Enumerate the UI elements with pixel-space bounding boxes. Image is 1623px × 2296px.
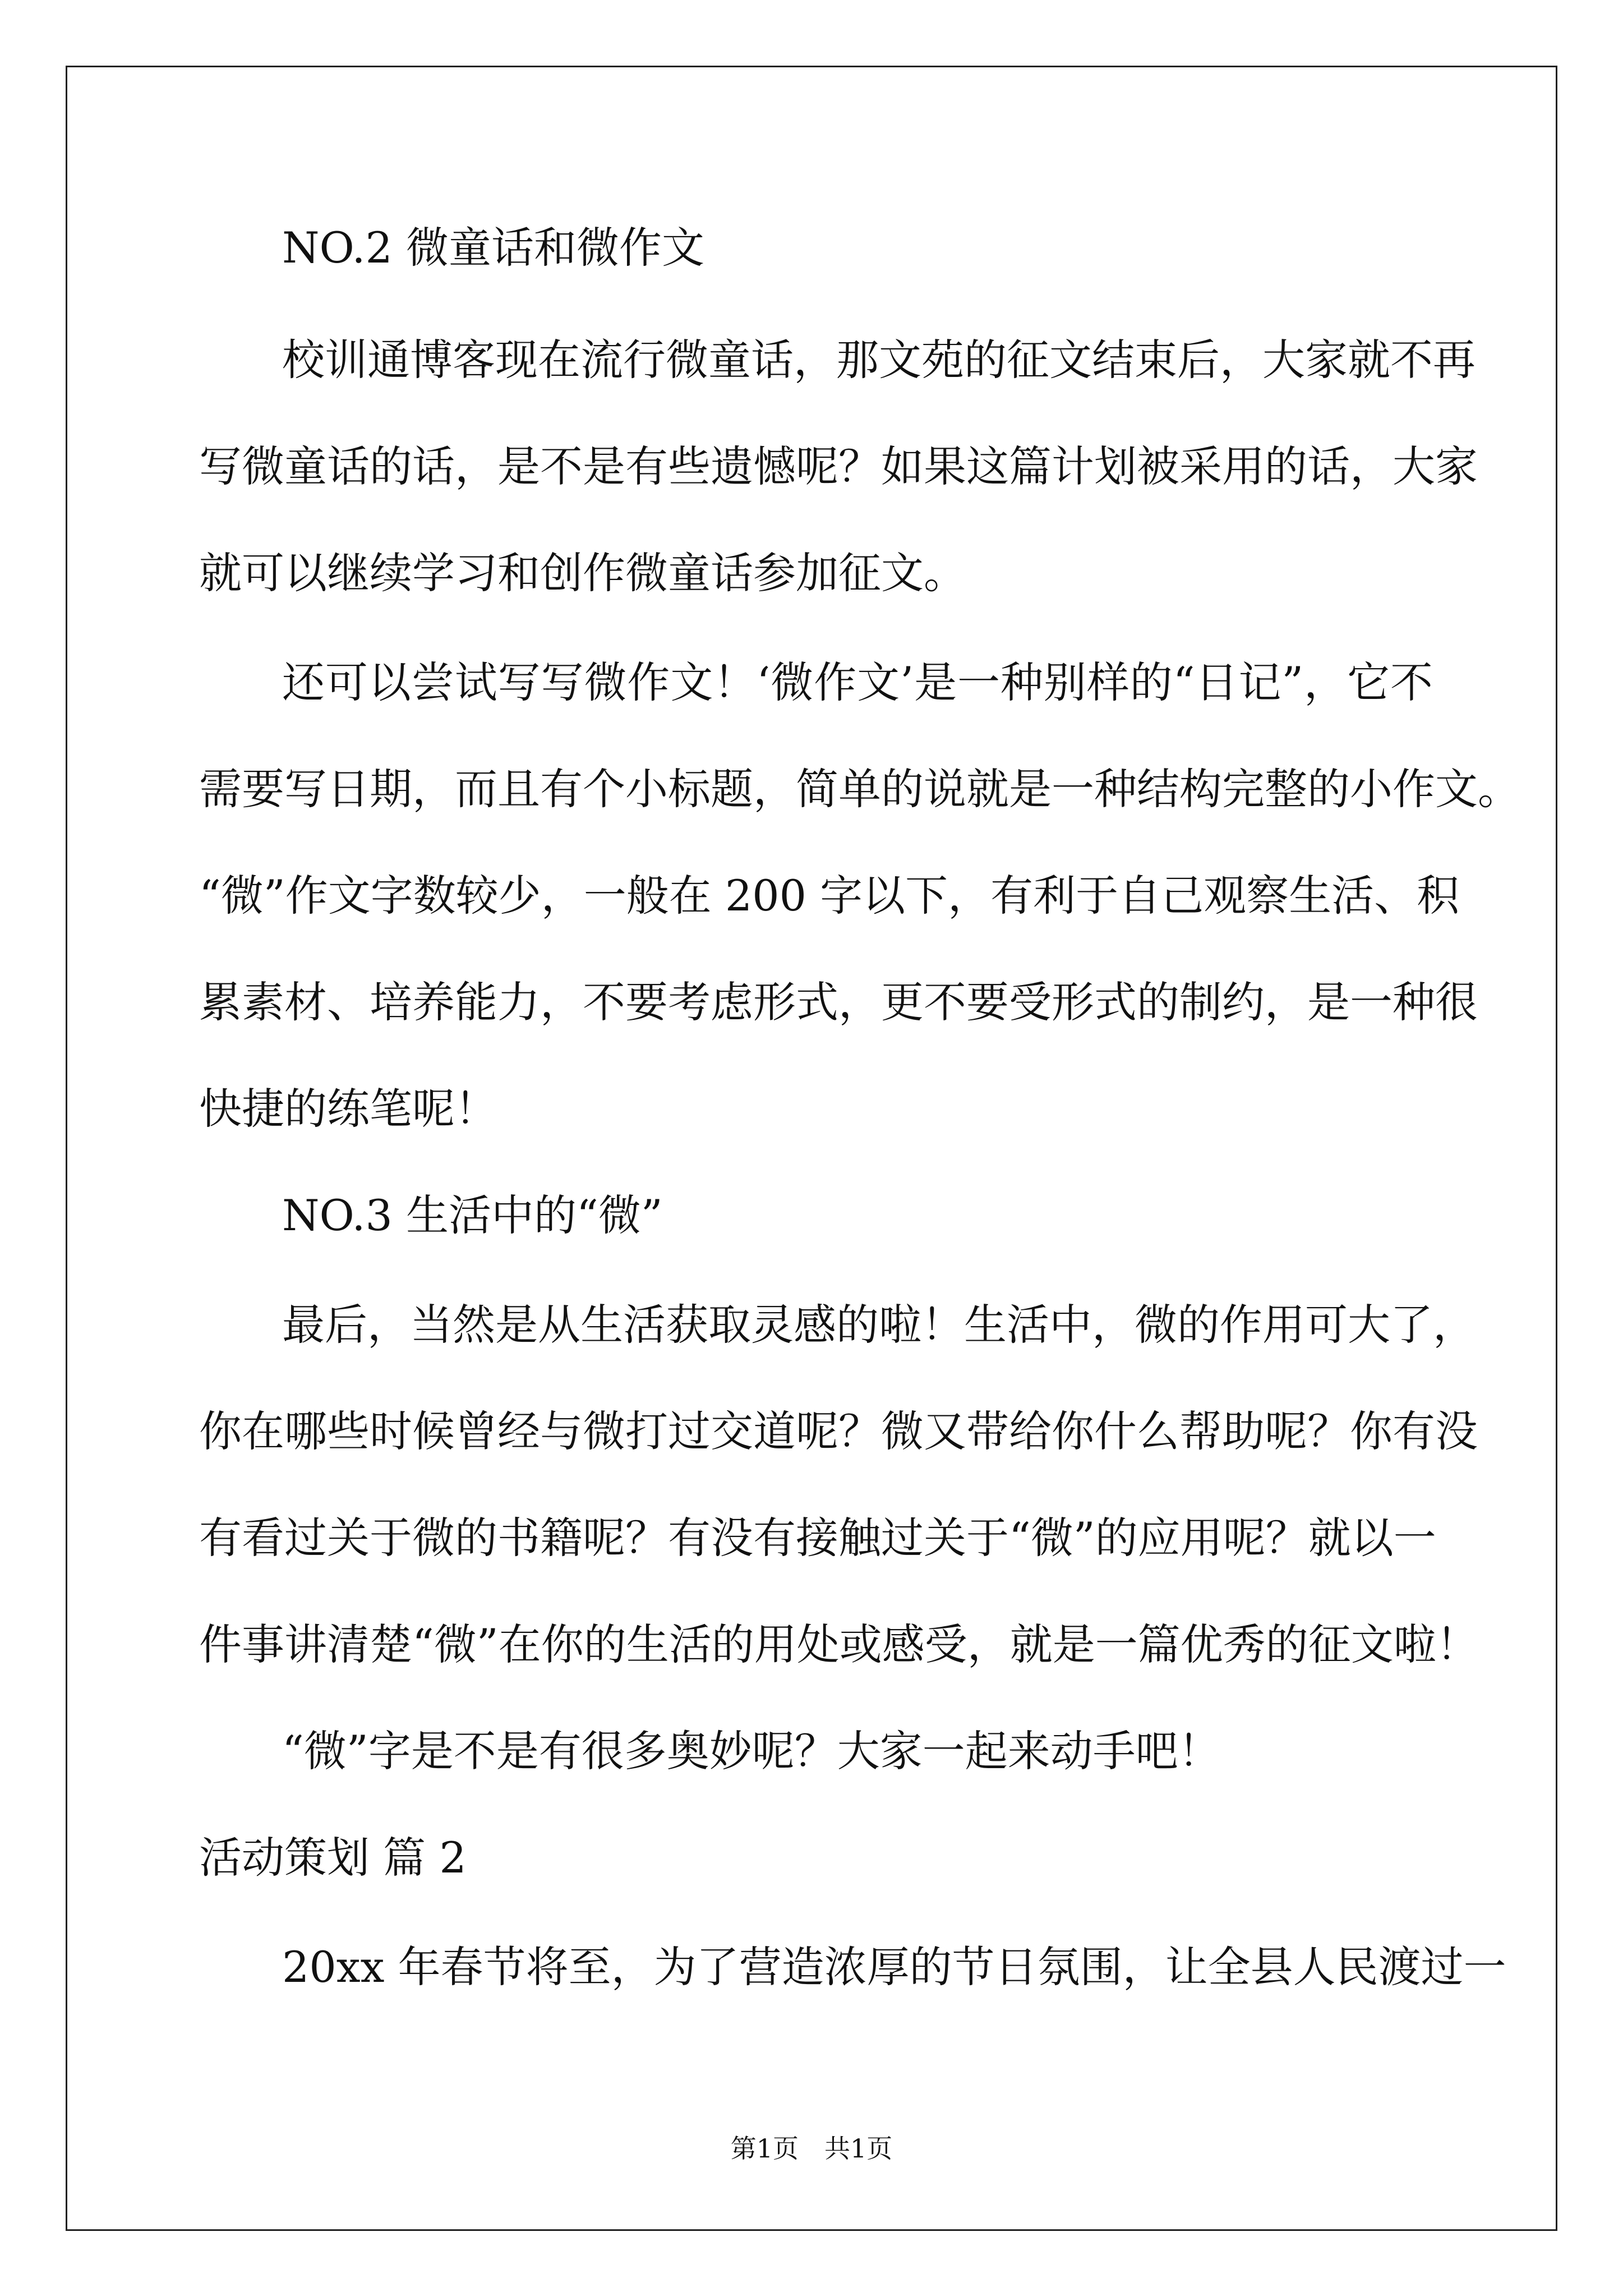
page-footer: 第1页 共1页	[730, 2133, 893, 2164]
paragraph-line: 件事讲清楚“微”在你的生活的用处或感受，就是一篇优秀的征文啦！	[199, 1619, 1479, 1669]
paragraph-line: 需要写日期，而且有个小标题，简单的说就是一种结构完整的小作文。	[199, 764, 1520, 814]
paragraph-line: 还可以尝试写写微作文！‘微作文’是一种别样的“日记”，它不	[282, 657, 1433, 707]
section-heading-no2: NO.2 微童话和微作文	[282, 223, 705, 273]
paragraph-line: 有看过关于微的书籍呢？有没有接触过关于“微”的应用呢？就以一	[199, 1513, 1436, 1563]
paragraph-line: 累素材、培养能力，不要考虑形式，更不要受形式的制约，是一种很	[199, 977, 1478, 1027]
section-title-activity-plan: 活动策划 篇 2	[199, 1833, 467, 1883]
paragraph-line: 20xx 年春节将至，为了营造浓厚的节日氛围，让全县人民渡过一	[282, 1942, 1506, 1992]
section-heading-no3: NO.3 生活中的“微”	[282, 1190, 663, 1240]
paragraph-line: 写微童话的话，是不是有些遗憾呢？如果这篇计划被采用的话，大家	[199, 441, 1478, 491]
page-border	[66, 66, 1557, 2231]
paragraph-line: 就可以继续学习和创作微童话参加征文。	[199, 548, 966, 598]
paragraph-line: “微”作文字数较少，一般在 200 字以下，有利于自己观察生活、积	[199, 871, 1460, 921]
paragraph-line: 快捷的练笔呢！	[199, 1084, 497, 1134]
paragraph-line: 最后，当然是从生活获取灵感的啦！生活中，微的作用可大了，	[282, 1300, 1476, 1350]
paragraph-line: “微”字是不是有很多奥妙呢？大家一起来动手吧！	[282, 1726, 1221, 1776]
paragraph-line: 校训通博客现在流行微童话，那文苑的征文结束后，大家就不再	[282, 335, 1476, 385]
paragraph-line: 你在哪些时候曾经与微打过交道呢？微又带给你什么帮助呢？你有没	[199, 1406, 1478, 1456]
